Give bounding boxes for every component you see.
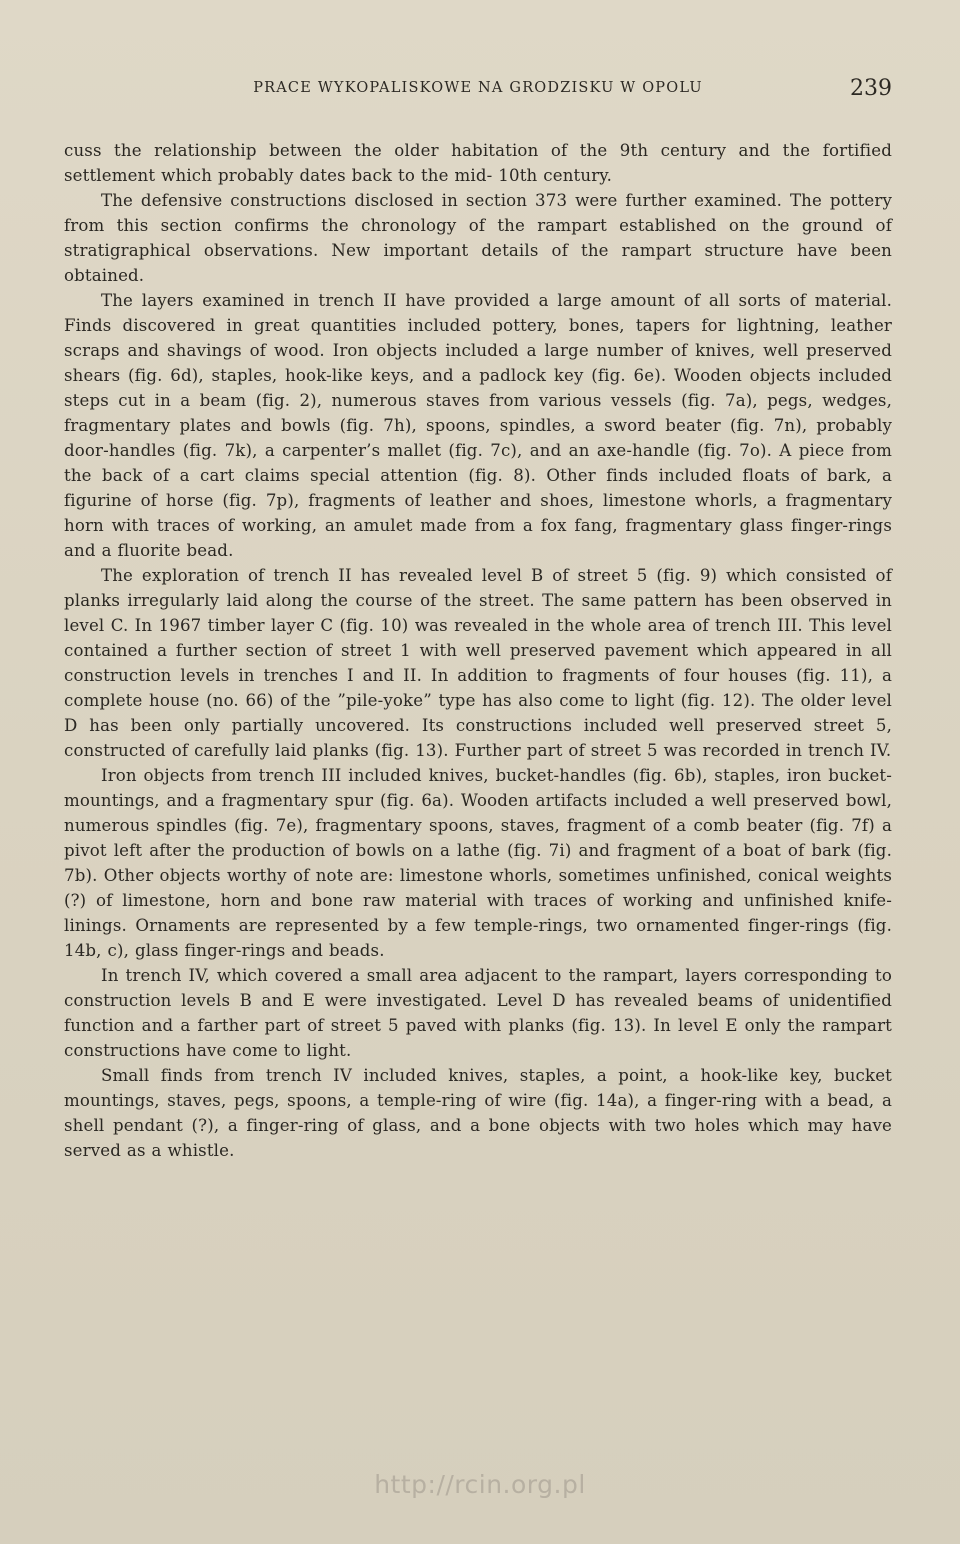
body-text xyxy=(64,138,892,1163)
paragraph-4: The exploration of trench II has revealed level B of street 5 (fig. 9) which consisted of planks irregularly laid along the course of the street. The same pattern has been observed in level C. In 1967 timber layer C (fig. 10) was revealed in the whole area of trench III. This level contained a further section of street 1 with well preserved pavement which appeared in all construction levels in trenches I and II. In addition to fragments of four houses (fig. 11), a complete house (no. 66) of the ”pile-yoke” type has also come to light (fig. 12). The older level D has been only partially uncovered. Its constructions included well preserved street 5, constructed of carefully laid planks (fig. 13). Further part of street 5 was recorded in trench IV. xyxy=(64,566,892,760)
paragraph-1: cuss the relationship between the older habitation of the 9th century and the fortified settlement which probably dates back to the mid- 10th century. xyxy=(64,141,892,185)
paragraph-3: The layers examined in trench II have provided a large amount of all sorts of material. Finds discovered in great quantities included pottery, bones, tapers for lightning, leather scraps and shavings of wood. Iron objects included a large number of knives, well preserved shears (fig. 6d), staples, hook-like keys, and a padlock key (fig. 6e). Wooden objects included steps cut in a beam (fig. 2), numerous staves from various vessels (fig. 7a), pegs, wedges, fragmentary plates and bowls (fig. 7h), spoons, spindles, a sword beater (fig. 7n), probably door-handles (fig. 7k), a carpenter’s mallet (fig. 7c), and an axe-handle (fig. 7o). A piece from the back of a cart claims special attention (fig. 8). Other finds included floats of bark, a figurine of horse (fig. 7p), fragments of leather and shoes, limestone whorls, a fragmentary horn with traces of working, an amulet made from a fox fang, fragmentary glass finger-rings and a fluorite bead. xyxy=(64,291,892,560)
paragraph-5: Iron objects from trench III included knives, bucket-handles (fig. 6b), staples, iron bucket-mountings, and a fragmentary spur (fig. 6a). Wooden artifacts included a well preserved bowl, numerous spindles (fig. 7e), fragmentary spoons, staves, fragment of a comb beater (fig. 7f) a pivot left after the production of bowls on a lathe (fig. 7i) and fragment of a boat of bark (fig. 7b). Other objects worthy of note are: limestone whorls, sometimes unfinished, conical weights (?) of limestone, horn and bone raw material with traces of working and unfinished knife-linings. Ornaments are represented by a few temple-rings, two ornamented finger-rings (fig. 14b, c), glass finger-rings and beads. xyxy=(64,766,892,960)
running-title: PRACE WYKOPALISKOWE NA GRODZISKU W OPOLU xyxy=(253,80,703,96)
paragraph-7: Small finds from trench IV included knives, staples, a point, a hook-like key, bucket mountings, staves, pegs, spoons, a temple-ring of wire (fig. 14a), a finger-ring with a bead, a shell pendant (?), a finger-ring of glass, and a bone objects with two holes which may have served as a whistle. xyxy=(64,1066,892,1160)
running-header xyxy=(64,76,892,104)
footer-url-watermark: http://rcin.org.pl xyxy=(374,1470,586,1499)
page-number: 239 xyxy=(850,76,892,101)
paragraph-6: In trench IV, which covered a small area adjacent to the rampart, layers corresponding to construction levels B and E were investigated. Level D has revealed beams of unidentified function and a farther part of street 5 paved with planks (fig. 13). In level E only the rampart constructions have come to light. xyxy=(64,966,892,1060)
paragraph-2: The defensive constructions disclosed in section 373 were further examined. The pottery from this section confirms the chronology of the rampart established on the ground of stratigraphical observations. New important details of the rampart structure have been obtained. xyxy=(64,191,892,285)
